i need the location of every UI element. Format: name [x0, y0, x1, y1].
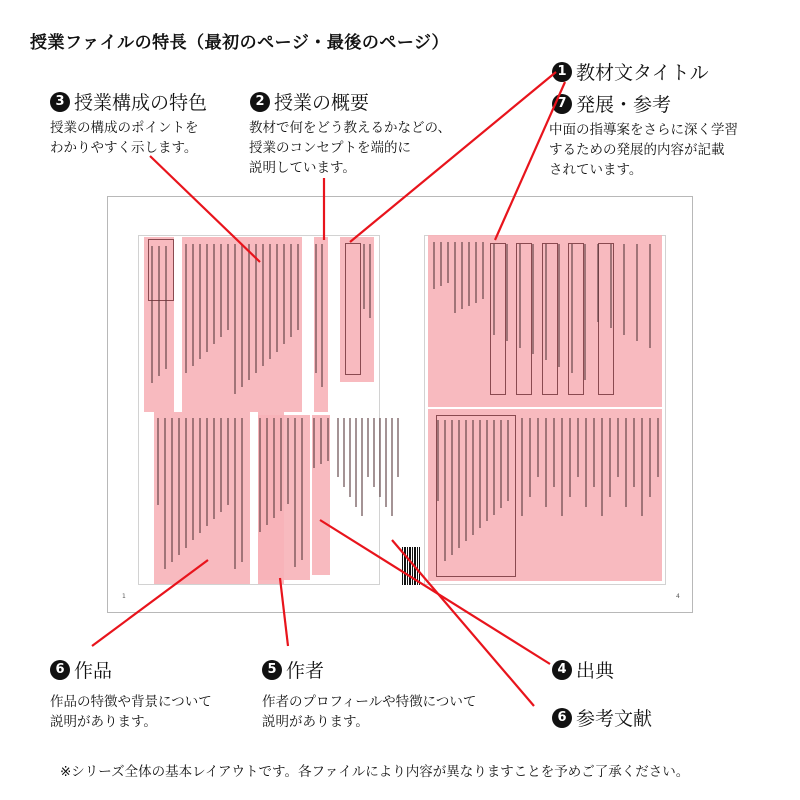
leader-line-references — [392, 540, 534, 706]
desc-line: 授業のコンセプトを端的に — [249, 140, 411, 156]
number-badge-6: 6 — [50, 660, 70, 680]
page-number-left: 1 — [122, 593, 126, 600]
leader-line-work — [92, 560, 208, 646]
number-badge-5: 5 — [262, 660, 282, 680]
page-title: 授業ファイルの特長（最初のページ・最後のページ） — [30, 33, 449, 53]
callout-label: 出典 — [576, 660, 615, 682]
desc-line: 教材で何をどう教えるかなどの、 — [249, 120, 451, 136]
desc-line: 説明があります。 — [262, 714, 369, 730]
number-badge-4: 4 — [552, 660, 572, 680]
desc-line: されています。 — [549, 162, 643, 178]
callout-label: 参考文献 — [576, 708, 653, 730]
number-badge-3: 3 — [50, 92, 70, 112]
desc-line: 作品の特徴や背景について — [50, 694, 212, 710]
leader-line-title-right — [495, 82, 565, 240]
desc-line: 作者のプロフィールや特徴について — [262, 694, 477, 710]
desc-line: するための発展的内容が記載 — [549, 142, 725, 158]
number-badge-1: 1 — [552, 62, 572, 82]
desc-line: 中面の指導案をさらに深く学習 — [549, 122, 738, 138]
number-badge-7: 7 — [552, 94, 572, 114]
number-badge-2: 2 — [250, 92, 270, 112]
desc-line: 説明があります。 — [50, 714, 157, 730]
page-number-right: 4 — [676, 593, 680, 600]
callout-label: 授業構成の特色 — [74, 92, 208, 114]
desc-line: わかりやすく示します。 — [50, 140, 198, 156]
number-badge-6: 6 — [552, 708, 572, 728]
desc-line: 説明しています。 — [249, 160, 356, 176]
callout-label: 作者 — [286, 660, 325, 682]
callout-label: 教材文タイトル — [576, 62, 709, 84]
callout-label: 授業の概要 — [274, 92, 370, 114]
leader-line-source — [320, 520, 550, 664]
footnote: ※シリーズ全体の基本レイアウトです。各ファイルにより内容が異なりますことを予めご了承ください。 — [60, 764, 690, 780]
callout-label: 作品 — [74, 660, 113, 682]
leader-line-structure — [150, 156, 260, 262]
callout-label: 発展・参考 — [576, 94, 672, 116]
leader-line-title — [350, 72, 556, 242]
leader-line-author — [280, 578, 288, 646]
desc-line: 授業の構成のポイントを — [50, 120, 199, 136]
